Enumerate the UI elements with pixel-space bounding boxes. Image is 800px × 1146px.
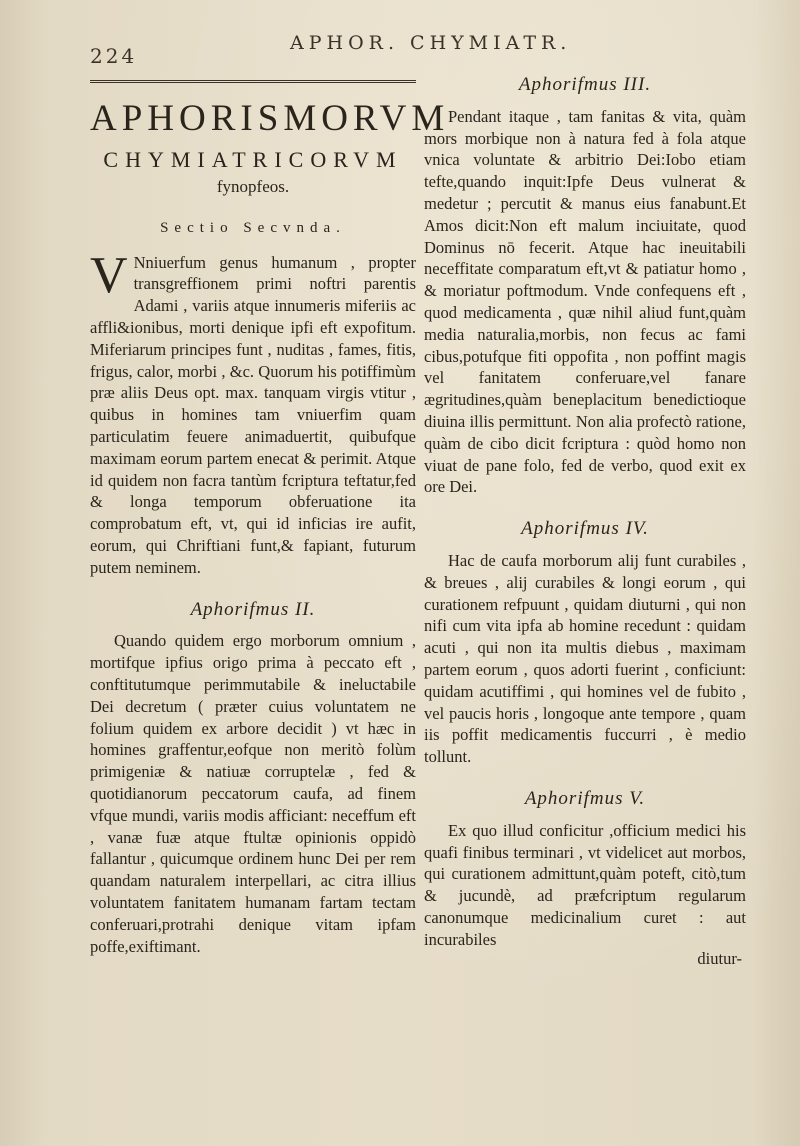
aphorism-5-text: Ex quo illud conficitur ,officium medici his quafi finibus terminari , vt videlicet aut morbos, qui curationem admittunt,quàm poteft, citò,tum & jucundè, ad præfcriptum regularum canonumque medicinalium curet : aut incurabiles: [424, 820, 746, 949]
aphorism-4-text: Hac de caufa morborum alij funt curabiles , & breues , alij curabiles & longi eorum , qui curationem refpuunt , quidam diuturni , qui non nifi cum vita ipfa ab homine recedunt : quidam acuti , qui non ita multis diebus , maximam partem eorum , quos adorti fuerint , conficiunt: quidam acutiffimi , qui homines vel de fubito , vel paucis horis , longoque ante tempore , quam iis poffit medicamentis fuccurri , è medio tollunt.: [424, 550, 746, 767]
left-column: [90, 96, 450, 957]
title-line-2: CHYMIATRICORVM: [103, 147, 403, 172]
running-head: APHOR. CHYMIATR.: [290, 32, 572, 54]
page-number: 224: [90, 44, 138, 68]
right-column: [424, 74, 746, 970]
title-line-3: fynopfeos.: [216, 177, 290, 196]
catchword: diutur-: [697, 949, 742, 969]
aphorism-2-heading: Aphorifmus II.: [190, 598, 316, 620]
header-rule: [90, 80, 416, 83]
aphorism-3-text: Pendant itaque , tam fanitas & vita, quàm mors morbique non à natura fed à fola atque vnica voluntate & arbitrio Dei:Iobo etiam tefte,quando inquit:Ipfe Deus vulnerat & medetur ; percutit & manus eius fanabunt.Et Amos dicit:Non eft malum inciuitate, quod Dominus nō fecerit. Atque hac ineuitabili neceffitate comparatum eft,vt & patiatur homo , & moriatur poftmodum. Vnde confequens eft , quod medicamenta , quæ nihil aliud funt,quàm media naturalia,morbis, non fecus ac fami cibus,potufque fiti oppofita , non poffint magis vel fanitatem conferuare,vel fanare ægritudines,quàm beneplacitum benedictioque diuina illis permittunt. Non alia profectò ratione, quàm de cibo dicit fcriptura : quòd homo non viuat de pane folo, fed de verbo, quod exit ex ore Dei.: [424, 106, 746, 497]
aphorism-5-heading: Aphorifmus V.: [524, 787, 646, 809]
section-heading: Sectio Secvnda.: [160, 219, 346, 236]
title-line-1: APHORISMORVM: [90, 98, 450, 139]
aphorism-2-text: Quando quidem ergo morborum omnium , mortifque ipfius origo prima à peccato eft , conftitutumque perimmutabile & ineluctabile Dei decretum ( præter cuius voluntatem ne folium quidem ex arbore decidit ) vt hæc in homines graffentur,eofque non meritò folùm primigeniæ & natiuæ corruptelæ , fed & quotidianorum peccatorum caufa, ad finem vfque mundi, variis modis afficiant: neceffum eft , vanæ fuæ atque ftultæ opinionis oppidò fallantur , quicumque ordinem hunc Dei per rem quandam naturalem interpellari, ac citra illius voluntatem fanitatem humanam fartam tectam conferuari,protrahi denique vitam ipfam poffe,exiftimant.: [90, 631, 416, 956]
aphorism-1-text: VNniuerfum genus humanum , propter transgreffionem primi noftri parentis Adami , variis atque innumeris miferiis ac affli&ionibus, morti denique ipfi eft expofitum. Miferiarum principes funt , nuditas , fames, fitis, frigus, calor, morbi , &c. Quorum his potiffimùm præ aliis Deus opt. max. tanquam virgis vtitur , quibus in homines tam vniuerfim quam particulatim feuere animaduertit, quibufque maximam eorum partem enecat & perimit. Atque id quidem non facra tantùm fcriptura teftatur,fed & longa temporum obferuatione ita comprobatum eft, vt, qui id inficias ire aufit, eorum, qui Chriftiani funt,& fapiant, futurum putem neminem.: [90, 246, 416, 577]
aphorism-3-heading: Aphorifmus III.: [518, 74, 652, 95]
aphorism-4-heading: Aphorifmus IV.: [521, 518, 649, 540]
